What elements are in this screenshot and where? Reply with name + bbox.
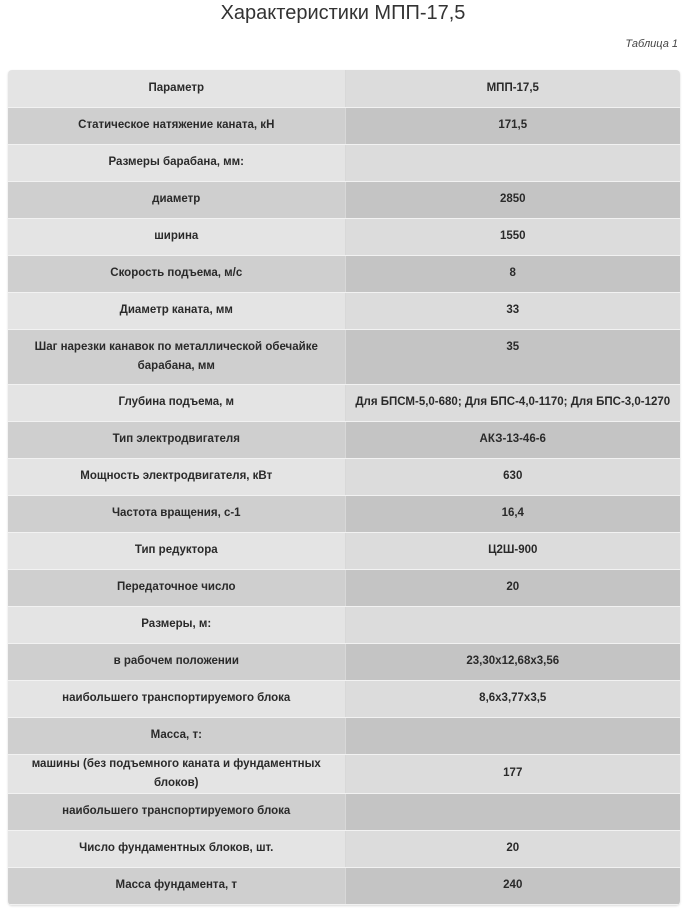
page-title: Характеристики МПП-17,5 — [220, 2, 466, 24]
table-row — [8, 717, 680, 754]
value-cell: 171,5 — [345, 107, 680, 144]
table-caption: Таблица 1 — [625, 38, 678, 50]
parameter-cell: диаметр — [8, 181, 345, 218]
parameter-cell: Мощность электродвигателя, кВт — [8, 458, 345, 495]
parameter-cell: Тип редуктора — [8, 532, 345, 569]
table-row — [8, 830, 680, 867]
table-row — [8, 421, 680, 458]
parameter-cell: Глубина подъема, м — [8, 384, 345, 421]
table-row — [8, 255, 680, 292]
parameter-cell: Статическое натяжение каната, кН — [8, 107, 345, 144]
value-cell — [345, 717, 680, 754]
table-row — [8, 218, 680, 255]
parameter-cell: наибольшего транспортируемого блока — [8, 680, 345, 717]
value-cell: 177 — [345, 754, 680, 793]
value-cell: АКЗ-13-46-6 — [345, 421, 680, 458]
parameter-cell: Скорость подъема, м/с — [8, 255, 345, 292]
parameter-cell: Размеры, м: — [8, 606, 345, 643]
value-cell: 20 — [345, 830, 680, 867]
value-cell: 240 — [345, 867, 680, 904]
parameter-cell: Размеры барабана, мм: — [8, 144, 345, 181]
parameter-cell: в рабочем положении — [8, 643, 345, 680]
table-row — [8, 144, 680, 181]
table-row — [8, 329, 680, 384]
parameter-cell: Число фундаментных блоков, шт. — [8, 830, 345, 867]
value-cell: Для БПСМ-5,0-680; Для БПС-4,0-1170; Для БПС-3,0-1270 — [345, 384, 680, 421]
table-row — [8, 867, 680, 904]
table-row — [8, 495, 680, 532]
parameter-cell: ширина — [8, 218, 345, 255]
value-cell: Ц2Ш-900 — [345, 532, 680, 569]
table-row — [8, 643, 680, 680]
table-row — [8, 680, 680, 717]
value-cell: 630 — [345, 458, 680, 495]
parameter-cell: машины (без подъемного каната и фундаментных блоков) — [8, 754, 345, 793]
table-row — [8, 793, 680, 830]
table-row — [8, 569, 680, 606]
value-cell — [345, 793, 680, 830]
table-row — [8, 458, 680, 495]
value-cell: 23,30х12,68х3,56 — [345, 643, 680, 680]
table-row — [8, 181, 680, 218]
value-cell: 33 — [345, 292, 680, 329]
parameter-cell: Шаг нарезки канавок по металлической обечайке барабана, мм — [8, 329, 345, 384]
value-cell — [345, 606, 680, 643]
parameter-cell: Масса, т: — [8, 717, 345, 754]
table-row — [8, 532, 680, 569]
value-cell: 1550 — [345, 218, 680, 255]
table-row — [8, 107, 680, 144]
value-cell: 8,6х3,77х3,5 — [345, 680, 680, 717]
value-cell: 2850 — [345, 181, 680, 218]
table-header-row — [8, 70, 680, 107]
value-cell: 16,4 — [345, 495, 680, 532]
parameter-cell: Тип электродвигателя — [8, 421, 345, 458]
parameter-cell: Диаметр каната, мм — [8, 292, 345, 329]
table-row — [8, 606, 680, 643]
header-cell-value: МПП-17,5 — [345, 70, 680, 107]
value-cell: 35 — [345, 329, 680, 384]
value-cell: 8 — [345, 255, 680, 292]
table-row — [8, 292, 680, 329]
parameter-cell: Масса фундамента, т — [8, 867, 345, 904]
specs-table — [8, 70, 680, 905]
specs-table-body — [8, 70, 680, 904]
value-cell: 20 — [345, 569, 680, 606]
header-cell-parameter: Параметр — [8, 70, 345, 107]
parameter-cell: наибольшего транспортируемого блока — [8, 793, 345, 830]
parameter-cell: Передаточное число — [8, 569, 345, 606]
parameter-cell: Частота вращения, с-1 — [8, 495, 345, 532]
value-cell — [345, 144, 680, 181]
table-row — [8, 754, 680, 793]
table-row — [8, 384, 680, 421]
